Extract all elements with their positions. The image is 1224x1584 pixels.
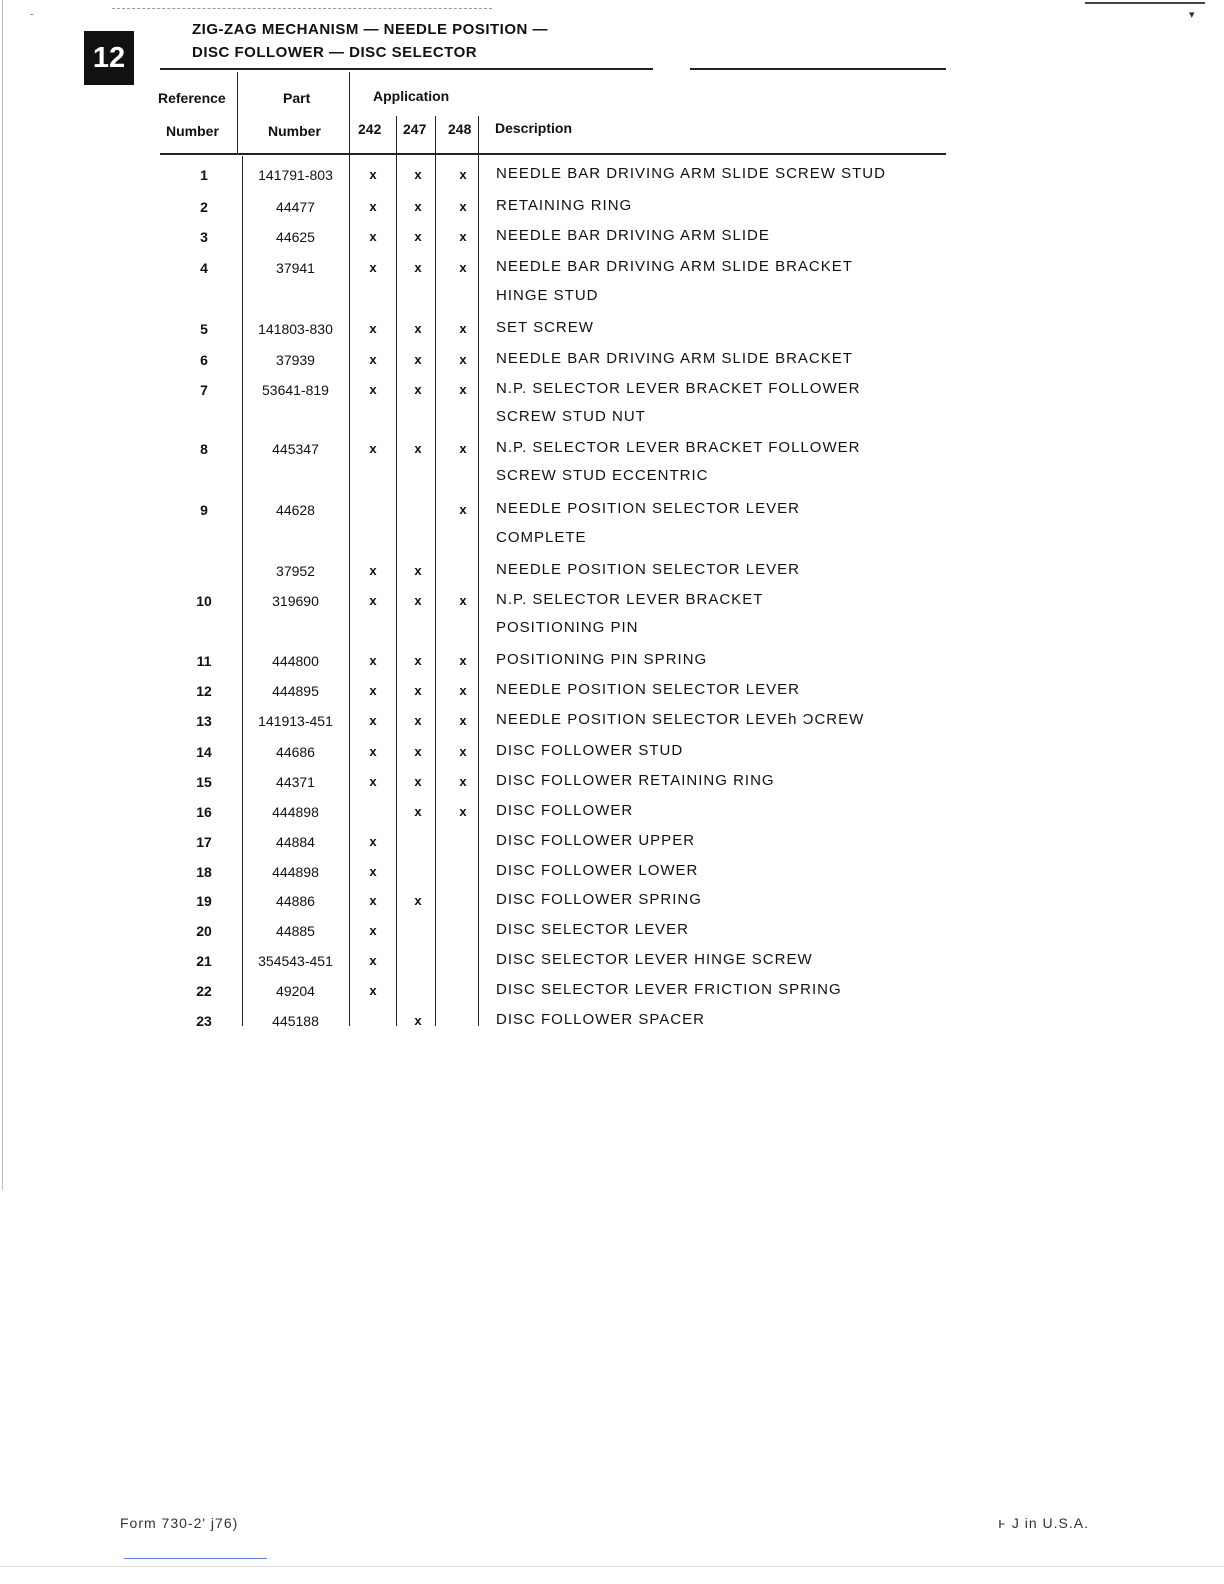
page-title-line-2: DISC FOLLOWER — DISC SELECTOR <box>192 44 478 61</box>
table-row <box>0 800 1224 824</box>
table-row <box>0 617 1224 641</box>
row-application-248-mark: x <box>459 167 467 182</box>
row-application-247-mark: x <box>414 260 422 275</box>
row-reference-number: 3 <box>200 229 208 245</box>
table-row <box>0 889 1224 913</box>
row-application-247-mark: x <box>414 713 422 728</box>
row-application-247-mark: x <box>414 382 422 397</box>
row-application-248-mark: x <box>459 352 467 367</box>
row-reference-number: 10 <box>196 593 212 609</box>
row-part-number: 44885 <box>276 923 315 939</box>
row-reference-number: 11 <box>196 653 212 669</box>
scan-top-line <box>112 8 492 9</box>
table-row <box>0 195 1224 219</box>
row-application-247-mark: x <box>414 199 422 214</box>
row-reference-number: 4 <box>200 260 208 276</box>
row-part-number: 354543-451 <box>258 953 333 969</box>
row-description: NEEDLE POSITION SELECTOR LEVER <box>496 561 800 578</box>
table-row <box>0 770 1224 794</box>
row-description: N.P. SELECTOR LEVER BRACKET FOLLOWER <box>496 439 861 456</box>
row-application-248-mark: x <box>459 441 467 456</box>
row-description: NEEDLE BAR DRIVING ARM SLIDE BRACKET <box>496 258 853 275</box>
row-application-248-mark: x <box>459 653 467 668</box>
table-row <box>0 256 1224 280</box>
row-application-242-mark: x <box>369 893 377 908</box>
table-row <box>0 378 1224 402</box>
table-row <box>0 317 1224 341</box>
header-part: Part <box>283 90 311 106</box>
table-row <box>0 163 1224 187</box>
table-row <box>0 740 1224 764</box>
row-description: NEEDLE POSITION SELECTOR LEVER <box>496 500 800 517</box>
scan-top-line-right <box>1085 2 1205 4</box>
table-row <box>0 860 1224 884</box>
row-reference-number: 17 <box>196 834 212 850</box>
row-application-242-mark: x <box>369 683 377 698</box>
row-application-247-mark: x <box>414 893 422 908</box>
row-application-247-mark: x <box>414 1013 422 1028</box>
row-description: SET SCREW <box>496 319 594 336</box>
table-row <box>0 225 1224 249</box>
header-application: Application <box>373 88 450 104</box>
row-part-number: 444895 <box>272 683 319 699</box>
footer-blue-rule <box>124 1558 267 1559</box>
row-application-247-mark: x <box>414 774 422 789</box>
row-application-247-mark: x <box>414 352 422 367</box>
row-application-248-mark: x <box>459 804 467 819</box>
row-application-247-mark: x <box>414 653 422 668</box>
row-description: DISC FOLLOWER SPRING <box>496 891 702 908</box>
row-part-number: 445188 <box>272 1013 319 1029</box>
row-application-248-mark: x <box>459 199 467 214</box>
row-application-242-mark: x <box>369 352 377 367</box>
row-description: POSITIONING PIN SPRING <box>496 651 708 668</box>
title-rule-right <box>690 68 946 70</box>
row-reference-number: 16 <box>196 804 212 820</box>
table-row <box>0 649 1224 673</box>
row-application-247-mark: x <box>414 441 422 456</box>
row-reference-number: 13 <box>196 713 212 729</box>
row-description: DISC FOLLOWER RETAINING RING <box>496 772 775 789</box>
row-application-247-mark: x <box>414 229 422 244</box>
header-reference: Reference <box>158 90 226 106</box>
row-part-number: 44886 <box>276 893 315 909</box>
row-part-number: 444898 <box>272 864 319 880</box>
table-row <box>0 465 1224 489</box>
row-reference-number: 12 <box>196 683 212 699</box>
row-description: DISC SELECTOR LEVER FRICTION SPRING <box>496 981 842 998</box>
row-part-number: 44477 <box>276 199 315 215</box>
row-reference-number: 6 <box>200 352 208 368</box>
row-part-number: 37939 <box>276 352 315 368</box>
row-application-242-mark: x <box>369 983 377 998</box>
row-description: HINGE STUD <box>496 287 599 304</box>
header-description: Description <box>495 120 573 136</box>
row-part-number: 319690 <box>272 593 319 609</box>
row-part-number: 37952 <box>276 563 315 579</box>
footer-printed-in: ͱ J in U.S.A. <box>998 1515 1089 1531</box>
row-part-number: 445347 <box>272 441 319 457</box>
row-application-242-mark: x <box>369 382 377 397</box>
row-reference-number: 5 <box>200 321 208 337</box>
row-application-248-mark: x <box>459 502 467 517</box>
row-description: SCREW STUD ECCENTRIC <box>496 467 709 484</box>
row-part-number: 37941 <box>276 260 315 276</box>
row-reference-number: 2 <box>200 199 208 215</box>
row-reference-number: 9 <box>200 502 208 518</box>
row-description: DISC FOLLOWER <box>496 802 634 819</box>
row-application-248-mark: x <box>459 683 467 698</box>
row-application-248-mark: x <box>459 774 467 789</box>
row-description: POSITIONING PIN <box>496 619 639 636</box>
row-description: N.P. SELECTOR LEVER BRACKET FOLLOWER <box>496 380 861 397</box>
header-part-number: Number <box>268 123 321 139</box>
header-app-242: 242 <box>358 121 382 137</box>
row-description: N.P. SELECTOR LEVER BRACKET <box>496 591 764 608</box>
col-rule-ref <box>237 72 238 154</box>
row-part-number: 141791-803 <box>258 167 333 183</box>
row-description: RETAINING RING <box>496 197 633 214</box>
title-rule-left <box>160 68 653 70</box>
row-application-242-mark: x <box>369 199 377 214</box>
row-description: NEEDLE BAR DRIVING ARM SLIDE BRACKET <box>496 350 853 367</box>
scan-mark: ˗ <box>30 8 34 19</box>
row-application-242-mark: x <box>369 321 377 336</box>
row-part-number: 141913-451 <box>258 713 333 729</box>
row-description: COMPLETE <box>496 529 587 546</box>
row-application-242-mark: x <box>369 563 377 578</box>
row-application-248-mark: x <box>459 744 467 759</box>
row-description: NEEDLE POSITION SELECTOR LEVER <box>496 681 800 698</box>
footer-form-number: Form 730-2ʹ ϳ76) <box>120 1515 239 1531</box>
row-application-242-mark: x <box>369 653 377 668</box>
row-description: DISC SELECTOR LEVER <box>496 921 689 938</box>
row-application-242-mark: x <box>369 713 377 728</box>
row-reference-number: 14 <box>196 744 212 760</box>
row-part-number: 49204 <box>276 983 315 999</box>
row-application-247-mark: x <box>414 683 422 698</box>
row-application-248-mark: x <box>459 382 467 397</box>
row-reference-number: 15 <box>196 774 212 790</box>
header-rule <box>160 153 946 155</box>
table-row <box>0 437 1224 461</box>
row-part-number: 444800 <box>272 653 319 669</box>
row-reference-number: 18 <box>196 864 212 880</box>
row-application-248-mark: x <box>459 713 467 728</box>
row-application-248-mark: x <box>459 593 467 608</box>
row-description: DISC FOLLOWER STUD <box>496 742 684 759</box>
row-reference-number: 19 <box>196 893 212 909</box>
table-row <box>0 527 1224 551</box>
table-row <box>0 830 1224 854</box>
table-row <box>0 979 1224 1003</box>
header-reference-number: Number <box>166 123 219 139</box>
row-reference-number: 8 <box>200 441 208 457</box>
row-application-242-mark: x <box>369 834 377 849</box>
row-application-242-mark: x <box>369 774 377 789</box>
row-part-number: 44884 <box>276 834 315 850</box>
row-reference-number: 23 <box>196 1013 212 1029</box>
row-part-number: 44371 <box>276 774 315 790</box>
row-reference-number: 1 <box>200 167 208 183</box>
row-reference-number: 7 <box>200 382 208 398</box>
row-application-247-mark: x <box>414 167 422 182</box>
table-row <box>0 949 1224 973</box>
row-application-242-mark: x <box>369 923 377 938</box>
row-part-number: 141803-830 <box>258 321 333 337</box>
row-reference-number: 20 <box>196 923 212 939</box>
table-row <box>0 285 1224 309</box>
row-application-242-mark: x <box>369 167 377 182</box>
header-app-247: 247 <box>403 121 427 137</box>
table-row <box>0 498 1224 522</box>
scan-corner-mark: ▾ <box>1189 9 1195 21</box>
row-application-242-mark: x <box>369 441 377 456</box>
row-reference-number: 21 <box>196 953 212 969</box>
row-application-247-mark: x <box>414 563 422 578</box>
header-app-248: 248 <box>448 121 472 137</box>
row-part-number: 444898 <box>272 804 319 820</box>
row-description: DISC FOLLOWER UPPER <box>496 832 696 849</box>
row-description: SCREW STUD NUT <box>496 408 646 425</box>
row-application-247-mark: x <box>414 744 422 759</box>
row-description: DISC FOLLOWER SPACER <box>496 1011 705 1028</box>
table-row <box>0 1009 1224 1033</box>
footer-bottom-rule <box>0 1566 1224 1567</box>
table-row <box>0 709 1224 733</box>
table-row <box>0 589 1224 613</box>
row-application-242-mark: x <box>369 864 377 879</box>
row-reference-number: 22 <box>196 983 212 999</box>
row-part-number: 44625 <box>276 229 315 245</box>
row-application-242-mark: x <box>369 260 377 275</box>
row-application-248-mark: x <box>459 321 467 336</box>
row-application-247-mark: x <box>414 804 422 819</box>
row-application-247-mark: x <box>414 321 422 336</box>
row-description: DISC SELECTOR LEVER HINGE SCREW <box>496 951 813 968</box>
row-application-247-mark: x <box>414 593 422 608</box>
row-application-242-mark: x <box>369 953 377 968</box>
row-part-number: 44628 <box>276 502 315 518</box>
row-description: NEEDLE BAR DRIVING ARM SLIDE SCREW STUD <box>496 165 886 182</box>
row-application-248-mark: x <box>459 260 467 275</box>
row-part-number: 53641-819 <box>262 382 329 398</box>
table-row <box>0 406 1224 430</box>
row-application-242-mark: x <box>369 744 377 759</box>
section-number-badge: 12 <box>84 31 134 85</box>
row-application-242-mark: x <box>369 593 377 608</box>
page-title-line-1: ZIG-ZAG MECHANISM — NEEDLE POSITION — <box>192 21 549 38</box>
row-part-number: 44686 <box>276 744 315 760</box>
row-description: NEEDLE POSITION SELECTOR LEVEh ϽCREW <box>496 711 865 728</box>
row-application-248-mark: x <box>459 229 467 244</box>
row-description: NEEDLE BAR DRIVING ARM SLIDE <box>496 227 770 244</box>
table-row <box>0 919 1224 943</box>
table-row <box>0 348 1224 372</box>
table-row <box>0 679 1224 703</box>
table-row <box>0 559 1224 583</box>
row-application-242-mark: x <box>369 229 377 244</box>
row-description: DISC FOLLOWER LOWER <box>496 862 699 879</box>
